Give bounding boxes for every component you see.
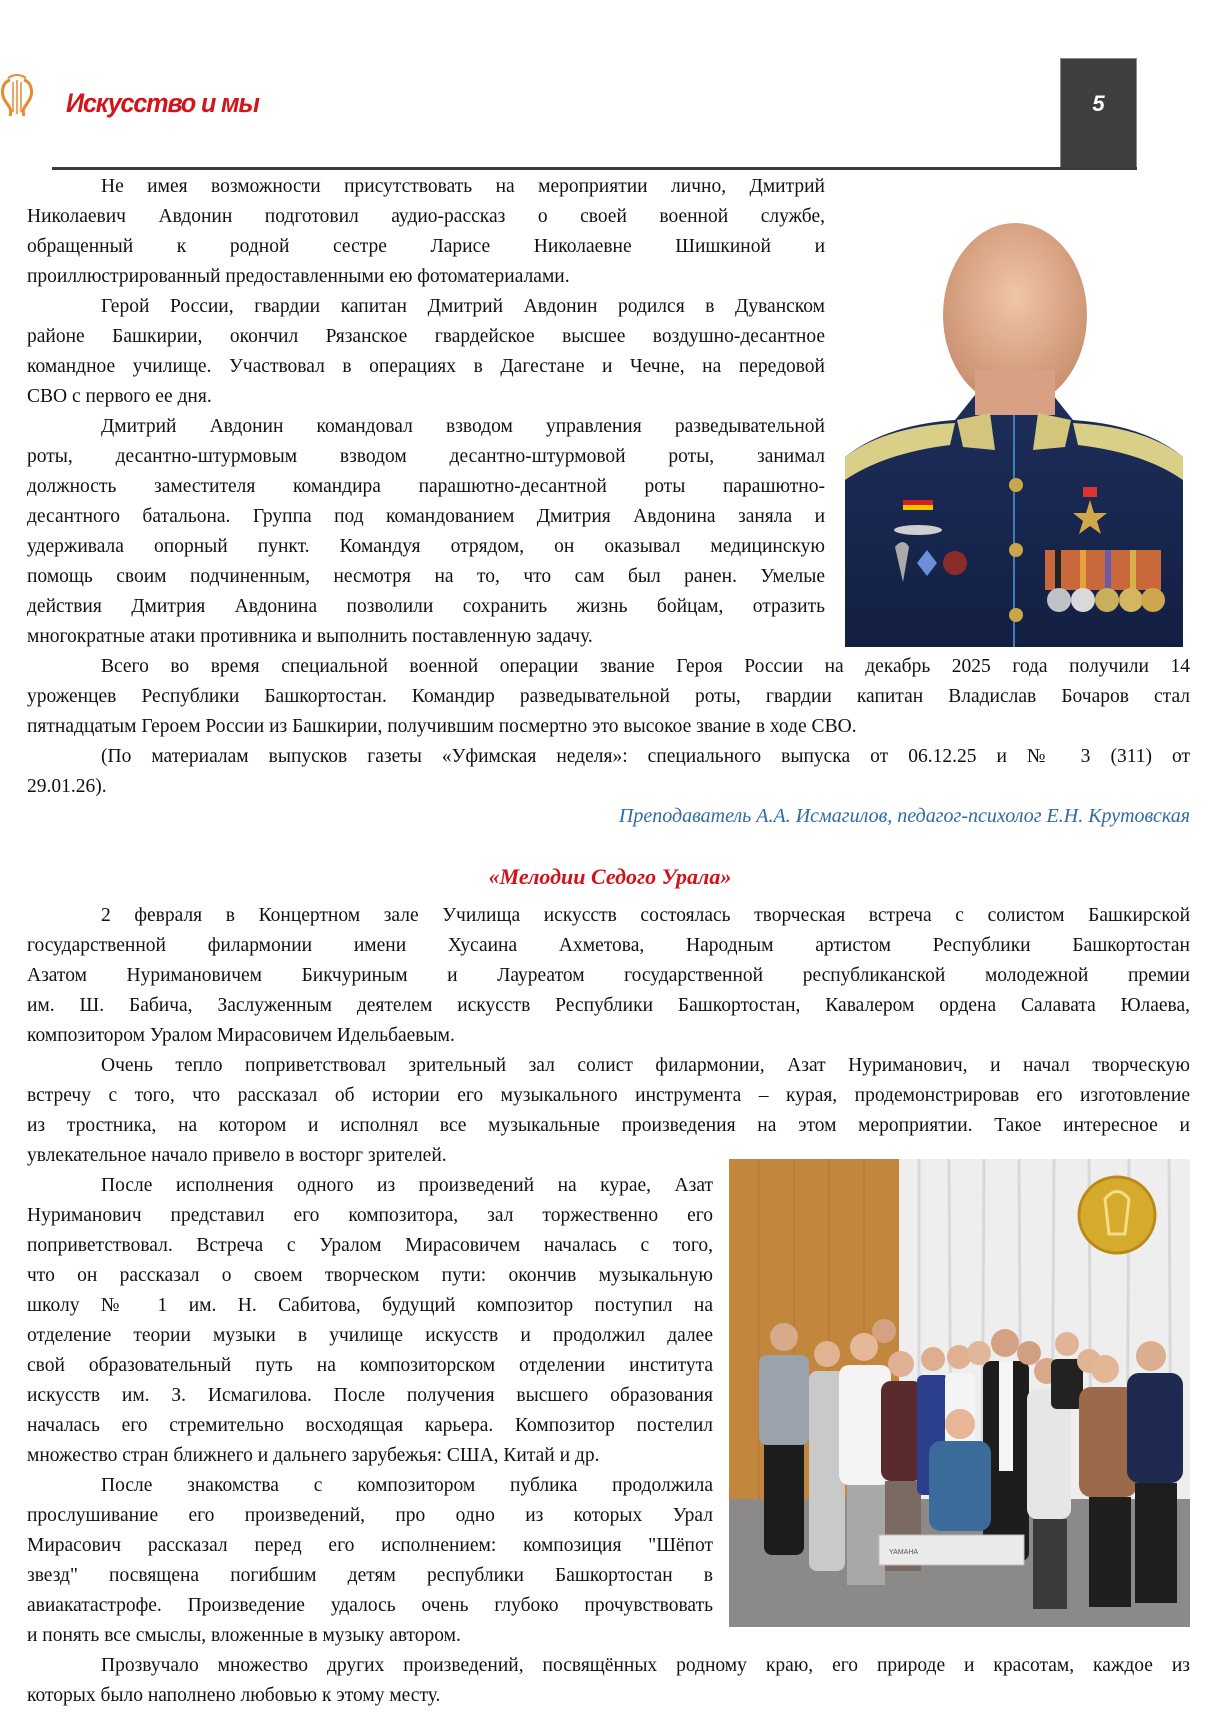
article1-paragraph (27, 412, 825, 652)
text-line: им. Ш. Бабича, Заслуженным деятелем искусств Республики Башкортостан, Кавалером ордена Салавата Юлаева, (27, 995, 1190, 1016)
article1-paragraph (27, 652, 1190, 742)
text-line: должность заместителя командира парашютно-десантной роты парашютно- (27, 476, 825, 497)
magazine-title: Искусство и мы (66, 88, 259, 118)
text-line: что он рассказал о своем творческом пути: окончив музыкальную (27, 1265, 713, 1286)
text-line: действия Дмитрия Авдонина позволили сохранить жизнь бойцам, отразить (27, 596, 825, 617)
text-line: проиллюстрированный предоставленными ею фотоматериалами. (27, 266, 570, 287)
text-line: 2 февраля в Концертном зале Училища искусств состоялась творческая встреча с солистом Башкирской (101, 905, 1190, 926)
article2-paragraph (27, 1651, 1190, 1711)
text-line: композитором Уралом Мирасовичем Идельбаевым. (27, 1025, 455, 1046)
text-line: звезд" посвящена погибшим детям республики Башкортостан в (27, 1565, 713, 1586)
text-line: которых было наполнено любовью к этому месту. (27, 1685, 441, 1706)
portrait-photo (845, 195, 1183, 647)
text-line: началась его стремительно восходящая карьера. Композитор постелил (27, 1415, 713, 1436)
page-number: 5 (1092, 91, 1105, 116)
text-line: поприветствовал. Встреча с Уралом Мирасовичем началась с того, (27, 1235, 713, 1256)
text-line: Нуриманович представил его композитора, зал торжественно его (27, 1205, 713, 1226)
text-line: командное училище. Участвовал в операциях в Дагестане и Чечне, на передовой (27, 356, 825, 377)
text-line: обращенный к родной сестре Ларисе Николаевне Шишкиной и (27, 236, 825, 257)
text-line: Герой России, гвардии капитан Дмитрий Авдонин родился в Дуванском (101, 296, 825, 317)
text-line: школу № 1 им. Н. Сабитова, будущий композитор поступил на (27, 1295, 713, 1316)
article1-paragraph (27, 172, 825, 292)
text-line: свой образовательный путь на композиторском отделении института (27, 1355, 713, 1376)
article2-paragraph (27, 1171, 713, 1471)
text-line: пятнадцатым Героем России из Башкирии, получившим посмертно это высокое звание в ходе СВО. (27, 716, 857, 737)
text-line: Прозвучало множество других произведений, посвящённых родному краю, его природе и красотам, каждое из (101, 1655, 1190, 1676)
text-line: прослушивание его произведений, про одно из которых Урал (27, 1505, 713, 1526)
text-line: многократные атаки противника и выполнить поставленную задачу. (27, 626, 593, 647)
text-line: Мирасович рассказал перед его исполнением: композиция "Шёпот (27, 1535, 713, 1556)
text-line: государственной филармонии имени Хусаина Ахметова, Народным артистом Республики Башкортостан (27, 935, 1190, 956)
text-line: отделение теории музыки в училище искусств и продолжил далее (27, 1325, 713, 1346)
article2-paragraph (27, 1471, 713, 1651)
text-line: десантного батальона. Группа под командованием Дмитрия Авдонина заняла и (27, 506, 825, 527)
text-line: встречу с того, что рассказал об истории его музыкального инструмента – курая, продемонстрировав его изготовление (27, 1085, 1190, 1106)
keyboard-brand-label: YAMAHA (889, 1549, 919, 1556)
text-line: Николаевич Авдонин подготовил аудио-рассказ о своей военной службе, (27, 206, 825, 227)
page-number-box (1060, 58, 1137, 168)
text-line: удерживала опорный пункт. Командуя отрядом, он оказывал медицинскую (27, 536, 825, 557)
article1-paragraph (27, 292, 825, 412)
text-line: множество стран ближнего и дальнего зарубежья: США, Китай и др. (27, 1445, 600, 1466)
text-line: Не имея возможности присутствовать на мероприятии лично, Дмитрий (101, 176, 825, 197)
text-line: 29.01.26). (27, 776, 107, 797)
text-line: уроженцев Республики Башкортостан. Командир разведывательной роты, гвардии капитан Владислав Бочаров стал (27, 686, 1190, 707)
text-line: Всего во время специальной военной операции звание Героя России на декабрь 2025 года получили 14 (101, 656, 1190, 677)
text-line: помощь своим подчиненным, несмотря на то, что сам был ранен. Умелые (27, 566, 825, 587)
section-title: «Мелодии Седого Урала» (488, 864, 732, 889)
article2-paragraph (27, 1051, 1190, 1171)
text-line: СВО с первого ее дня. (27, 386, 212, 407)
text-line: искусств им. З. Исмагилова. После получения высшего образования (27, 1385, 713, 1406)
text-line: (По материалам выпусков газеты «Уфимская неделя»: специального выпуска от 06.12.25 и № 3 (311) от (101, 746, 1190, 767)
text-line: районе Башкирии, окончил Рязанское гвардейское высшее воздушно-десантное (27, 326, 825, 347)
text-line: из тростника, на котором и исполнял все музыкальные произведения на этом мероприятии. Такое интересное и (27, 1115, 1190, 1136)
group-photo (729, 1159, 1190, 1627)
text-line: Дмитрий Авдонин командовал взводом управления разведывательной (101, 416, 825, 437)
text-line: и понять все смыслы, вложенные в музыку автором. (27, 1625, 461, 1646)
lyre-logo-icon (0, 72, 34, 120)
text-line: авиакатастрофе. Произведение удалось очень глубоко прочувствовать (27, 1595, 713, 1616)
text-line: Азатом Нуримановичем Бикчуриным и Лауреатом государственной республиканской молодежной премии (27, 965, 1190, 986)
text-line: роты, десантно-штурмовым взводом десантно-штурмовой роты, занимал (27, 446, 825, 467)
article1-paragraph (27, 742, 1190, 802)
article2-paragraph (27, 901, 1190, 1051)
text-line: После исполнения одного из произведений на курае, Азат (101, 1175, 713, 1196)
text-line: увлекательное начало привело в восторг зрителей. (27, 1145, 447, 1166)
text-line: После знакомства с композитором публика продолжила (101, 1475, 713, 1496)
article-signature: Преподаватель А.А. Исмагилов, педагог-психолог Е.Н. Крутовская (618, 805, 1190, 827)
header-rule (52, 167, 1137, 170)
text-line: Очень тепло поприветствовал зрительный зал солист филармонии, Азат Нуриманович, и начал творческую (101, 1055, 1190, 1076)
